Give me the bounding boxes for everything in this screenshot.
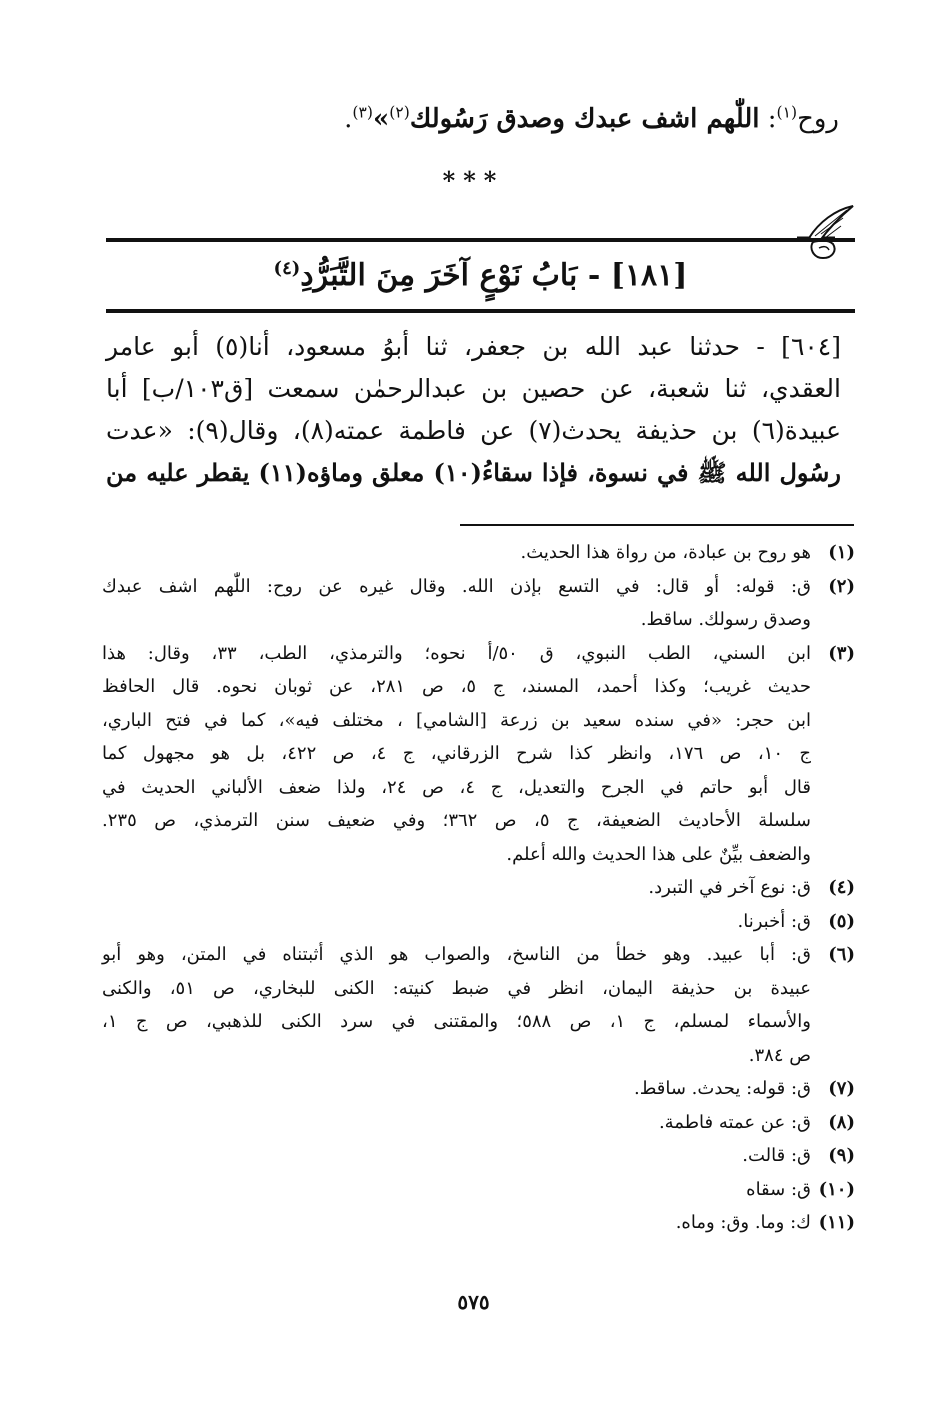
page-number: ٥٧٥ (457, 1290, 490, 1314)
footnote-line: والأسماء لمسلم، ج ١، ص ٥٨٨؛ والمقتنى في سرد الكنى للذهبي، ص ج ١، (102, 1011, 811, 1032)
footnote-number: (٨) (828, 1111, 855, 1133)
footnote-line: عبيدة بن حذيفة اليمان، انظر في ضبط كنيته: الكنى للبخاري، ص ٥١، والكنى (102, 977, 811, 999)
closing-quote: » (372, 104, 390, 134)
footnote-line: ق: قالت. (742, 1145, 811, 1166)
footnote-text (102, 871, 811, 905)
footnote-line: ص ٣٨٤. (748, 1044, 811, 1066)
footnote-item (102, 536, 855, 570)
footnote-line: ق: أبا عبيد. وهو خطأ من الناسخ، والصواب هو الذي أثبتناه في المتن، وهو أبو (102, 944, 811, 965)
colon: : (759, 104, 777, 134)
hadith-line: [٦٠٤] - حدثنا عبد الله بن جعفر، ثنا أبوُ مسعود، أنا(٥) أبو عامر (106, 332, 841, 361)
title-rule-bottom (106, 309, 855, 313)
continuation-line (108, 96, 839, 142)
footnote-ref: (٣) (352, 103, 373, 122)
footnote-line: ق: أخبرنا. (737, 910, 811, 932)
footnote-text (102, 1139, 811, 1173)
footnote-text (102, 1173, 811, 1207)
footnote-text (102, 1072, 811, 1106)
chapter-title-text: [١٨١] - بَابُ نَوْعٍ آخَرَ مِنَ التَّبَرُّدِ (300, 258, 688, 293)
footnote-line: هو روح بن عبادة، من رواة هذا الحديث. (520, 542, 811, 563)
footnote-line: وصدق رسولك. ساقط. (640, 609, 811, 630)
footnote-ref: (٤) (273, 258, 301, 279)
footnote-text (102, 905, 811, 939)
footnote-item (102, 1072, 855, 1106)
footnote-line: ابن السني، الطب النبوي، ق ٥٠/أ نحوه؛ والترمذي، الطب، ٣٣، وقال: هذا (102, 642, 812, 664)
footnote-line: ق: سقاه (746, 1178, 811, 1200)
footnote-number: (٥) (828, 910, 855, 932)
footnote-line: ابن حجر: «في سنده سعيد بن زرعة [الشامي] ، مختلف فيه»، كما في فتح الباري، (102, 709, 811, 731)
footnote-line: ج ١٠، ص ١٧٦، وانظر كذا شرح الزرقاني، ج ٤، ص ٤٢٢، بل هو مجهول كما (102, 743, 812, 764)
footnote-text (102, 570, 811, 637)
chapter-title (106, 248, 855, 304)
footnote-item (102, 637, 855, 872)
footnote-line: قال أبو حاتم في الجرح والتعديل، ج ٤، ص ٢٤، ولذا ضعف الألباني الحديث في (102, 776, 812, 798)
footnote-rule (460, 524, 854, 526)
footnote-item (102, 1106, 855, 1140)
footnote-item (102, 1139, 855, 1173)
footnote-line: سلسلة الأحاديث الضعيفة، ج ٥، ص ٣٦٢؛ وفي ضعيف سنن الترمذي، ص ٢٣٥. (102, 810, 812, 831)
hadith-line: العقدي، ثنا شعبة، عن حصين بن عبدالرحمٰن سمعت [ق١٠٣/ب] أبا (106, 374, 841, 403)
footnote-line: ك: وما. وق: وماه. (675, 1212, 811, 1233)
narrator-name: روح (797, 104, 839, 134)
footnotes (102, 536, 855, 1240)
hadith-line: عبيدة(٦) بن حذيفة يحدث(٧) عن فاطمة عمته(٨)، وقال(٩): «عدت (106, 416, 842, 445)
footnote-line: ق: قوله: يحدث. ساقط. (633, 1078, 811, 1099)
footnote-text (102, 536, 811, 570)
footnote-number: (٤) (828, 877, 855, 898)
hadith-line: رسُول الله ﷺ في نسوة، فإذا سقاءُ(١٠) معلق وماؤه(١١) يقطر عليه من (106, 458, 841, 487)
footnote-text (102, 1106, 811, 1140)
footnote-number: (١٠) (818, 1178, 855, 1200)
footnote-item (102, 938, 855, 1072)
footnote-line: ق: عن عمته فاطمة. (658, 1111, 811, 1133)
footnote-line: والضعف بيِّنٌ على هذا الحديث والله أعلم. (506, 843, 811, 865)
footnote-line: حديث غريب؛ وكذا أحمد، المسند، ج ٥، ص ٢٨١، عن ثوبان نحوه. قال الحافظ (102, 676, 811, 697)
full-stop: . (344, 104, 353, 134)
footnote-item (102, 1206, 855, 1240)
section-separator: *** (442, 166, 505, 195)
footnote-ref: (١) (776, 103, 798, 122)
footnote-number: (٩) (828, 1145, 855, 1166)
footnote-line: ق: نوع آخر في التبرد. (648, 877, 811, 898)
footnote-text (102, 938, 811, 1072)
footnote-number: (١) (828, 542, 855, 563)
footnote-item (102, 905, 855, 939)
title-rule-top (106, 238, 855, 242)
footnote-number: (٦) (828, 944, 855, 965)
footnote-number: (١١) (818, 1212, 855, 1233)
footnote-item (102, 1173, 855, 1207)
footnote-number: (٧) (828, 1078, 855, 1099)
footnote-item (102, 570, 855, 637)
hadith-text (106, 326, 841, 494)
footnote-number: (٣) (828, 642, 855, 664)
footnote-item (102, 871, 855, 905)
footnote-text (102, 637, 811, 872)
footnote-number: (٢) (828, 575, 855, 597)
prayer-text: اللّٰهم اشف عبدك وصدق رَسُولك (409, 104, 760, 134)
footnote-text (102, 1206, 811, 1240)
footnote-line: ق: قوله: أو قال: في التسع بإذن الله. وقال غيره عن روح: اللّٰهم اشف عبدك (102, 575, 811, 597)
footnote-ref: (٢) (389, 103, 410, 122)
